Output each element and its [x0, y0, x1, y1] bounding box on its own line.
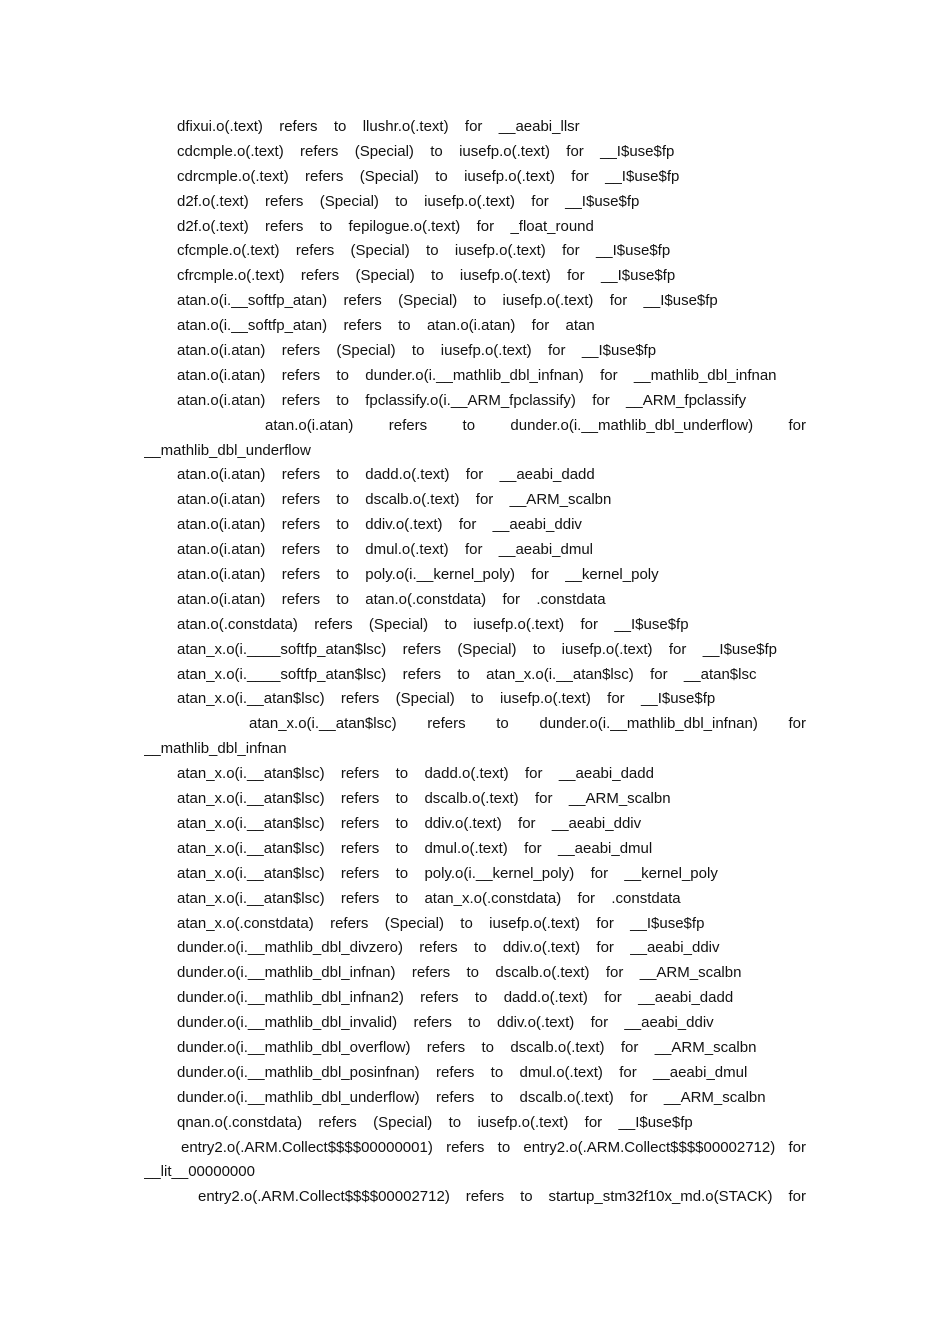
- text-line: cdcmple.o(.text) refers (Special) to iusefp.o(.text) for __I$use$fp: [177, 142, 675, 160]
- text-line: __mathlib_dbl_infnan: [144, 740, 287, 758]
- text-line: entry2.o(.ARM.Collect$$$$00000001) refers to entry2.o(.ARM.Collect$$$$00002712) for: [181, 1138, 806, 1156]
- text-line: dunder.o(i.__mathlib_dbl_overflow) refers to dscalb.o(.text) for __ARM_scalbn: [177, 1038, 757, 1056]
- text-line: dunder.o(i.__mathlib_dbl_invalid) refers to ddiv.o(.text) for __aeabi_ddiv: [177, 1014, 714, 1032]
- text-line: atan_x.o(i.__atan$lsc) refers to dscalb.o(.text) for __ARM_scalbn: [177, 790, 671, 808]
- document-body: [144, 115, 806, 1210]
- text-line: atan.o(i.atan) refers (Special) to iusefp.o(.text) for __I$use$fp: [177, 342, 657, 360]
- text-line: dunder.o(i.__mathlib_dbl_posinfnan) refers to dmul.o(.text) for __aeabi_dmul: [177, 1063, 748, 1081]
- text-line: atan.o(i.atan) refers to fpclassify.o(i.__ARM_fpclassify) for __ARM_fpclassify: [177, 391, 747, 409]
- text-line: cdrcmple.o(.text) refers (Special) to iusefp.o(.text) for __I$use$fp: [177, 167, 680, 185]
- text-line: atan_x.o(i.__atan$lsc) refers to atan_x.o(.constdata) for .constdata: [177, 889, 681, 907]
- text-line: atan_x.o(i.__atan$lsc) refers to ddiv.o(.text) for __aeabi_ddiv: [177, 814, 642, 832]
- text-line: atan_x.o(i.__atan$lsc) refers to dunder.o(i.__mathlib_dbl_infnan) for: [249, 715, 806, 733]
- text-line: atan_x.o(i.__atan$lsc) refers (Special) to iusefp.o(.text) for __I$use$fp: [177, 690, 716, 708]
- text-line: __mathlib_dbl_underflow: [144, 441, 311, 459]
- text-line: atan.o(i.atan) refers to dscalb.o(.text) for __ARM_scalbn: [177, 491, 612, 509]
- text-line: atan.o(i.atan) refers to ddiv.o(.text) for __aeabi_ddiv: [177, 516, 582, 534]
- text-line: atan.o(i.__softfp_atan) refers to atan.o(i.atan) for atan: [177, 317, 595, 335]
- text-line: atan.o(.constdata) refers (Special) to iusefp.o(.text) for __I$use$fp: [177, 615, 689, 633]
- text-line: d2f.o(.text) refers to fepilogue.o(.text) for _float_round: [177, 217, 594, 235]
- text-line: atan_x.o(i.__atan$lsc) refers to dadd.o(.text) for __aeabi_dadd: [177, 765, 654, 783]
- text-line: dunder.o(i.__mathlib_dbl_divzero) refers to ddiv.o(.text) for __aeabi_ddiv: [177, 939, 720, 957]
- text-line: cfrcmple.o(.text) refers (Special) to iusefp.o(.text) for __I$use$fp: [177, 267, 676, 285]
- text-line: dunder.o(i.__mathlib_dbl_infnan2) refers to dadd.o(.text) for __aeabi_dadd: [177, 989, 734, 1007]
- text-line: atan_x.o(i.__atan$lsc) refers to poly.o(i.__kernel_poly) for __kernel_poly: [177, 864, 718, 882]
- text-line: atan_x.o(i.__atan$lsc) refers to dmul.o(.text) for __aeabi_dmul: [177, 839, 653, 857]
- text-line: d2f.o(.text) refers (Special) to iusefp.o(.text) for __I$use$fp: [177, 192, 640, 210]
- text-line: entry2.o(.ARM.Collect$$$$00002712) refers to startup_stm32f10x_md.o(STACK) for: [198, 1188, 806, 1206]
- text-line: dunder.o(i.__mathlib_dbl_infnan) refers to dscalb.o(.text) for __ARM_scalbn: [177, 964, 742, 982]
- text-line: atan.o(i.__softfp_atan) refers (Special) to iusefp.o(.text) for __I$use$fp: [177, 292, 718, 310]
- text-line: atan.o(i.atan) refers to dmul.o(.text) for __aeabi_dmul: [177, 541, 594, 559]
- text-line: cfcmple.o(.text) refers (Special) to iusefp.o(.text) for __I$use$fp: [177, 242, 671, 260]
- text-line: atan.o(i.atan) refers to dunder.o(i.__mathlib_dbl_underflow) for: [265, 416, 806, 434]
- text-line: atan.o(i.atan) refers to dunder.o(i.__mathlib_dbl_infnan) for __mathlib_dbl_infnan: [177, 366, 777, 384]
- text-line: atan_x.o(i.____softfp_atan$lsc) refers (Special) to iusefp.o(.text) for __I$use$fp: [177, 640, 777, 658]
- text-line: dunder.o(i.__mathlib_dbl_underflow) refers to dscalb.o(.text) for __ARM_scalbn: [177, 1088, 766, 1106]
- text-line: atan.o(i.atan) refers to dadd.o(.text) for __aeabi_dadd: [177, 466, 595, 484]
- text-line: atan.o(i.atan) refers to poly.o(i.__kernel_poly) for __kernel_poly: [177, 566, 659, 584]
- text-line: atan.o(i.atan) refers to atan.o(.constdata) for .constdata: [177, 590, 606, 608]
- text-line: qnan.o(.constdata) refers (Special) to iusefp.o(.text) for __I$use$fp: [177, 1113, 693, 1131]
- text-line: dfixui.o(.text) refers to llushr.o(.text) for __aeabi_llsr: [177, 118, 580, 135]
- text-line: __lit__00000000: [144, 1163, 255, 1181]
- text-line: atan_x.o(.constdata) refers (Special) to iusefp.o(.text) for __I$use$fp: [177, 914, 705, 932]
- text-line: atan_x.o(i.____softfp_atan$lsc) refers to atan_x.o(i.__atan$lsc) for __atan$lsc: [177, 665, 757, 683]
